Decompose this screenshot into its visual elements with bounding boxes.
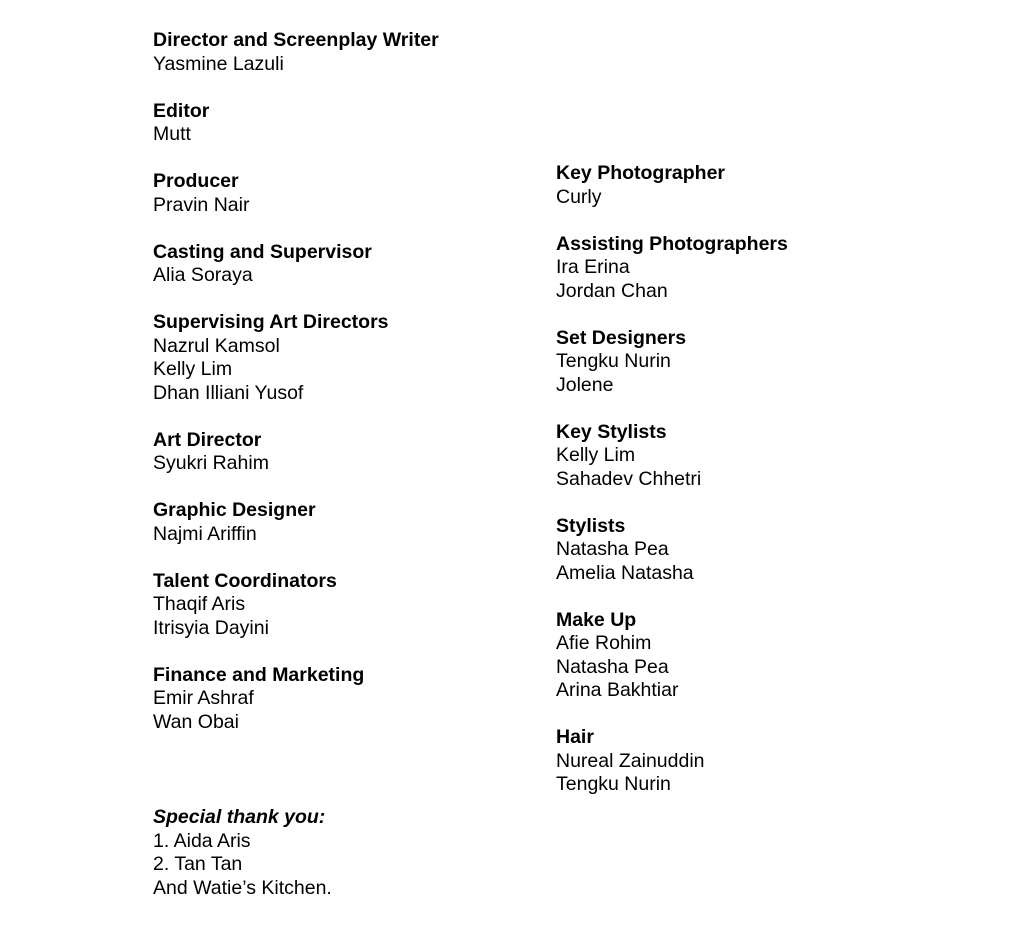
credit-name: Kelly Lim — [556, 444, 636, 466]
credit-name: Pravin Nair — [153, 193, 250, 216]
credit-name: Ira Erina — [556, 256, 630, 278]
credit-block — [153, 429, 533, 476]
credit-role: Director and Screenplay Writer — [153, 29, 439, 51]
special-thanks-title: Special thank you: — [153, 806, 326, 828]
credit-role: Stylists — [556, 514, 626, 537]
credit-role: Make Up — [556, 608, 637, 631]
credit-name: Nureal Zainuddin — [556, 749, 705, 772]
credit-name: Mutt — [153, 123, 191, 145]
credit-name: Arina Bakhtiar — [556, 679, 679, 701]
credit-name: Dhan Illiani Yusof — [153, 381, 304, 404]
credit-name: Itrisyia Dayini — [153, 616, 269, 639]
credits-left-column — [153, 29, 533, 758]
credit-block — [153, 499, 533, 546]
credit-name: Alia Soraya — [153, 264, 253, 286]
credit-block — [153, 170, 533, 217]
special-thanks-section — [153, 806, 533, 900]
credit-block — [556, 421, 936, 492]
credit-role: Supervising Art Directors — [153, 311, 389, 333]
credit-role: Assisting Photographers — [556, 232, 788, 255]
credit-role: Key Stylists — [556, 420, 667, 443]
credit-block — [153, 311, 533, 405]
special-thanks-line: 1. Aida Aris — [153, 829, 251, 852]
credit-block — [556, 162, 936, 209]
credit-name: Jolene — [556, 373, 614, 396]
credit-role: Key Photographer — [556, 162, 726, 184]
credit-role: Editor — [153, 99, 210, 122]
credit-block — [153, 241, 533, 288]
credit-name: Sahadev Chhetri — [556, 467, 702, 490]
credit-name: Afie Rohim — [556, 632, 652, 654]
special-thanks-line: 2. Tan Tan — [153, 853, 243, 875]
credit-block — [153, 100, 533, 147]
credit-role: Set Designers — [556, 326, 687, 349]
credit-role: Art Director — [153, 428, 262, 451]
credit-role: Producer — [153, 170, 239, 192]
credit-block — [556, 233, 936, 304]
credit-block — [153, 29, 533, 76]
special-thanks-line: And Watie’s Kitchen. — [153, 876, 332, 899]
credit-role: Finance and Marketing — [153, 663, 365, 686]
credit-block — [556, 515, 936, 586]
credit-block — [153, 664, 533, 735]
credit-name: Natasha Pea — [556, 538, 669, 560]
credit-role: Casting and Supervisor — [153, 240, 372, 263]
credit-name: Jordan Chan — [556, 279, 668, 302]
credit-name: Yasmine Lazuli — [153, 52, 284, 75]
credit-name: Natasha Pea — [556, 655, 669, 678]
credit-name: Syukri Rahim — [153, 452, 269, 474]
credit-name: Thaqif Aris — [153, 593, 246, 615]
credit-block — [153, 570, 533, 641]
credit-name: Curly — [556, 185, 602, 208]
credits-right-column — [556, 162, 936, 820]
credit-name: Amelia Natasha — [556, 561, 694, 584]
credit-block — [556, 327, 936, 398]
credit-role: Graphic Designer — [153, 499, 316, 521]
credit-name: Emir Ashraf — [153, 687, 254, 709]
credit-name: Nazrul Kamsol — [153, 334, 280, 357]
credit-block — [556, 609, 936, 703]
credit-name: Kelly Lim — [153, 358, 233, 380]
credit-name: Najmi Ariffin — [153, 522, 257, 545]
credit-role: Hair — [556, 726, 594, 748]
credit-role: Talent Coordinators — [153, 569, 337, 592]
credit-block — [556, 726, 936, 797]
credit-name: Tengku Nurin — [556, 773, 671, 795]
credit-name: Tengku Nurin — [556, 350, 671, 372]
credit-name: Wan Obai — [153, 710, 239, 733]
